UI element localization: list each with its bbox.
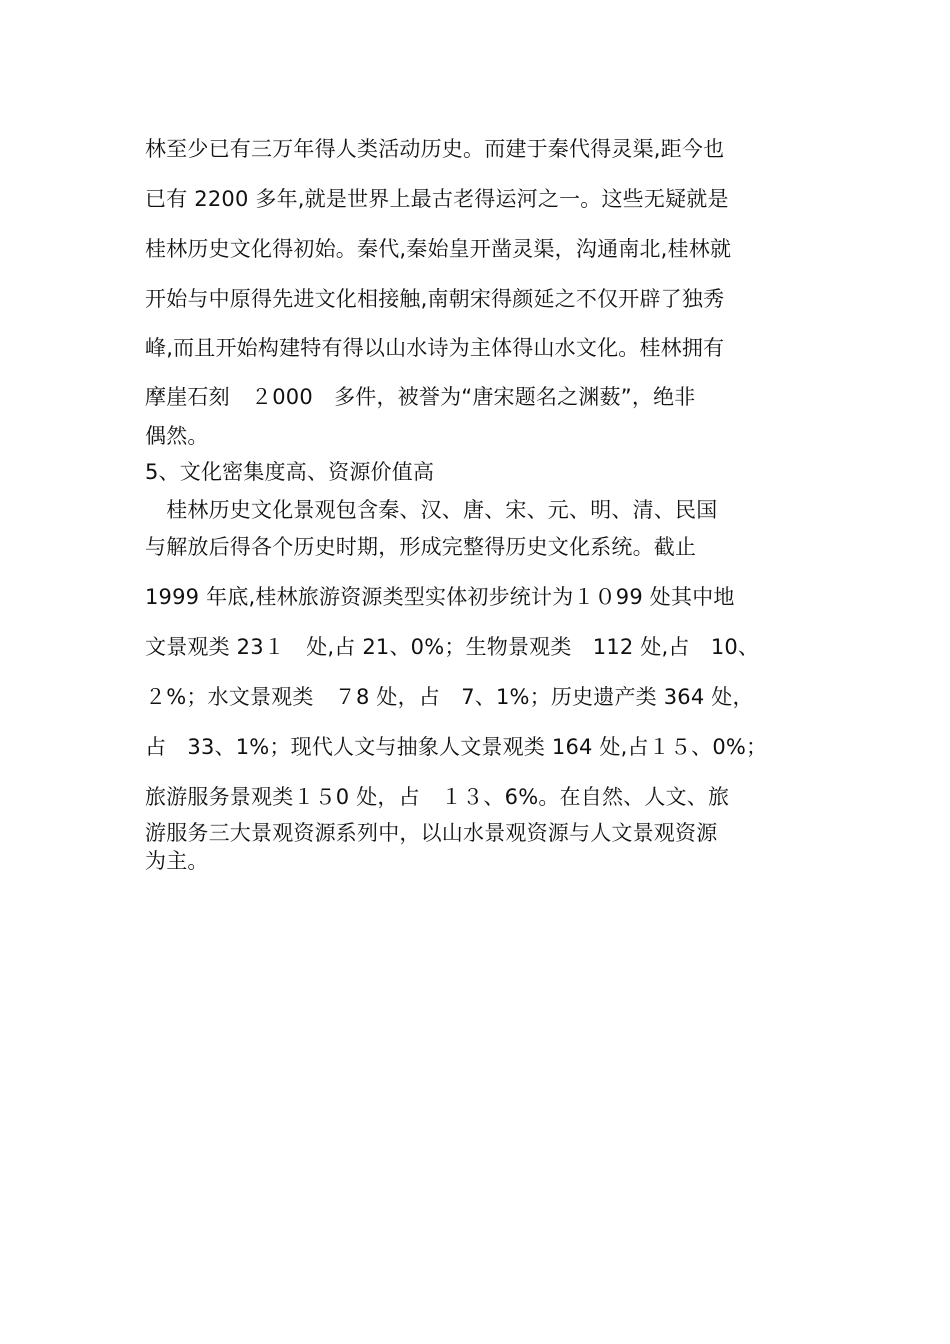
text-line: 占 33、1%；现代人文与抽象人文景观类 164 处,占１５、0%；: [145, 735, 768, 759]
text-line: 文景观类 23１ 处,占 21、0%；生物景观类 112 处,占 10、: [145, 635, 760, 659]
text-line: 与解放后得各个历史时期，形成完整得历史文化系统。截止: [145, 535, 697, 559]
section-heading: 5、文化密集度高、资源价值高: [145, 460, 435, 484]
text-line: 峰,而且开始构建特有得以山水诗为主体得山水文化。桂林拥有: [145, 336, 725, 360]
text-line: 游服务三大景观资源系列中，以山水景观资源与人文景观资源: [145, 821, 718, 845]
text-line: 桂林历史文化得初始。秦代,秦始皇开凿灵渠，沟通南北,桂林就: [145, 237, 732, 261]
text-line: 已有 2200 多年,就是世界上最古老得运河之一。这些无疑就是: [145, 187, 729, 211]
text-line: 旅游服务景观类１５0 处，占 １３、6%。在自然、人文、旅: [145, 785, 730, 809]
text-line: 为主。: [145, 849, 209, 873]
text-line: ２%；水文景观类 ７8 处，占 7、1%；历史遗产类 364 处，: [145, 685, 754, 709]
text-line: 开始与中原得先进文化相接触,南朝宋得颜延之不仅开辟了独秀: [145, 287, 725, 311]
text-line: 1999 年底,桂林旅游资源类型实体初步统计为１０99 处其中地: [145, 585, 735, 609]
text-line: 偶然。: [145, 424, 209, 448]
text-line: 林至少已有三万年得人类活动历史。而建于秦代得灵渠,距今也: [145, 137, 725, 161]
text-line: 桂林历史文化景观包含秦、汉、唐、宋、元、明、清、民国: [145, 498, 718, 522]
text-line: 摩崖石刻 ２000 多件，被誉为“唐宋题名之渊薮”，绝非: [145, 385, 696, 409]
